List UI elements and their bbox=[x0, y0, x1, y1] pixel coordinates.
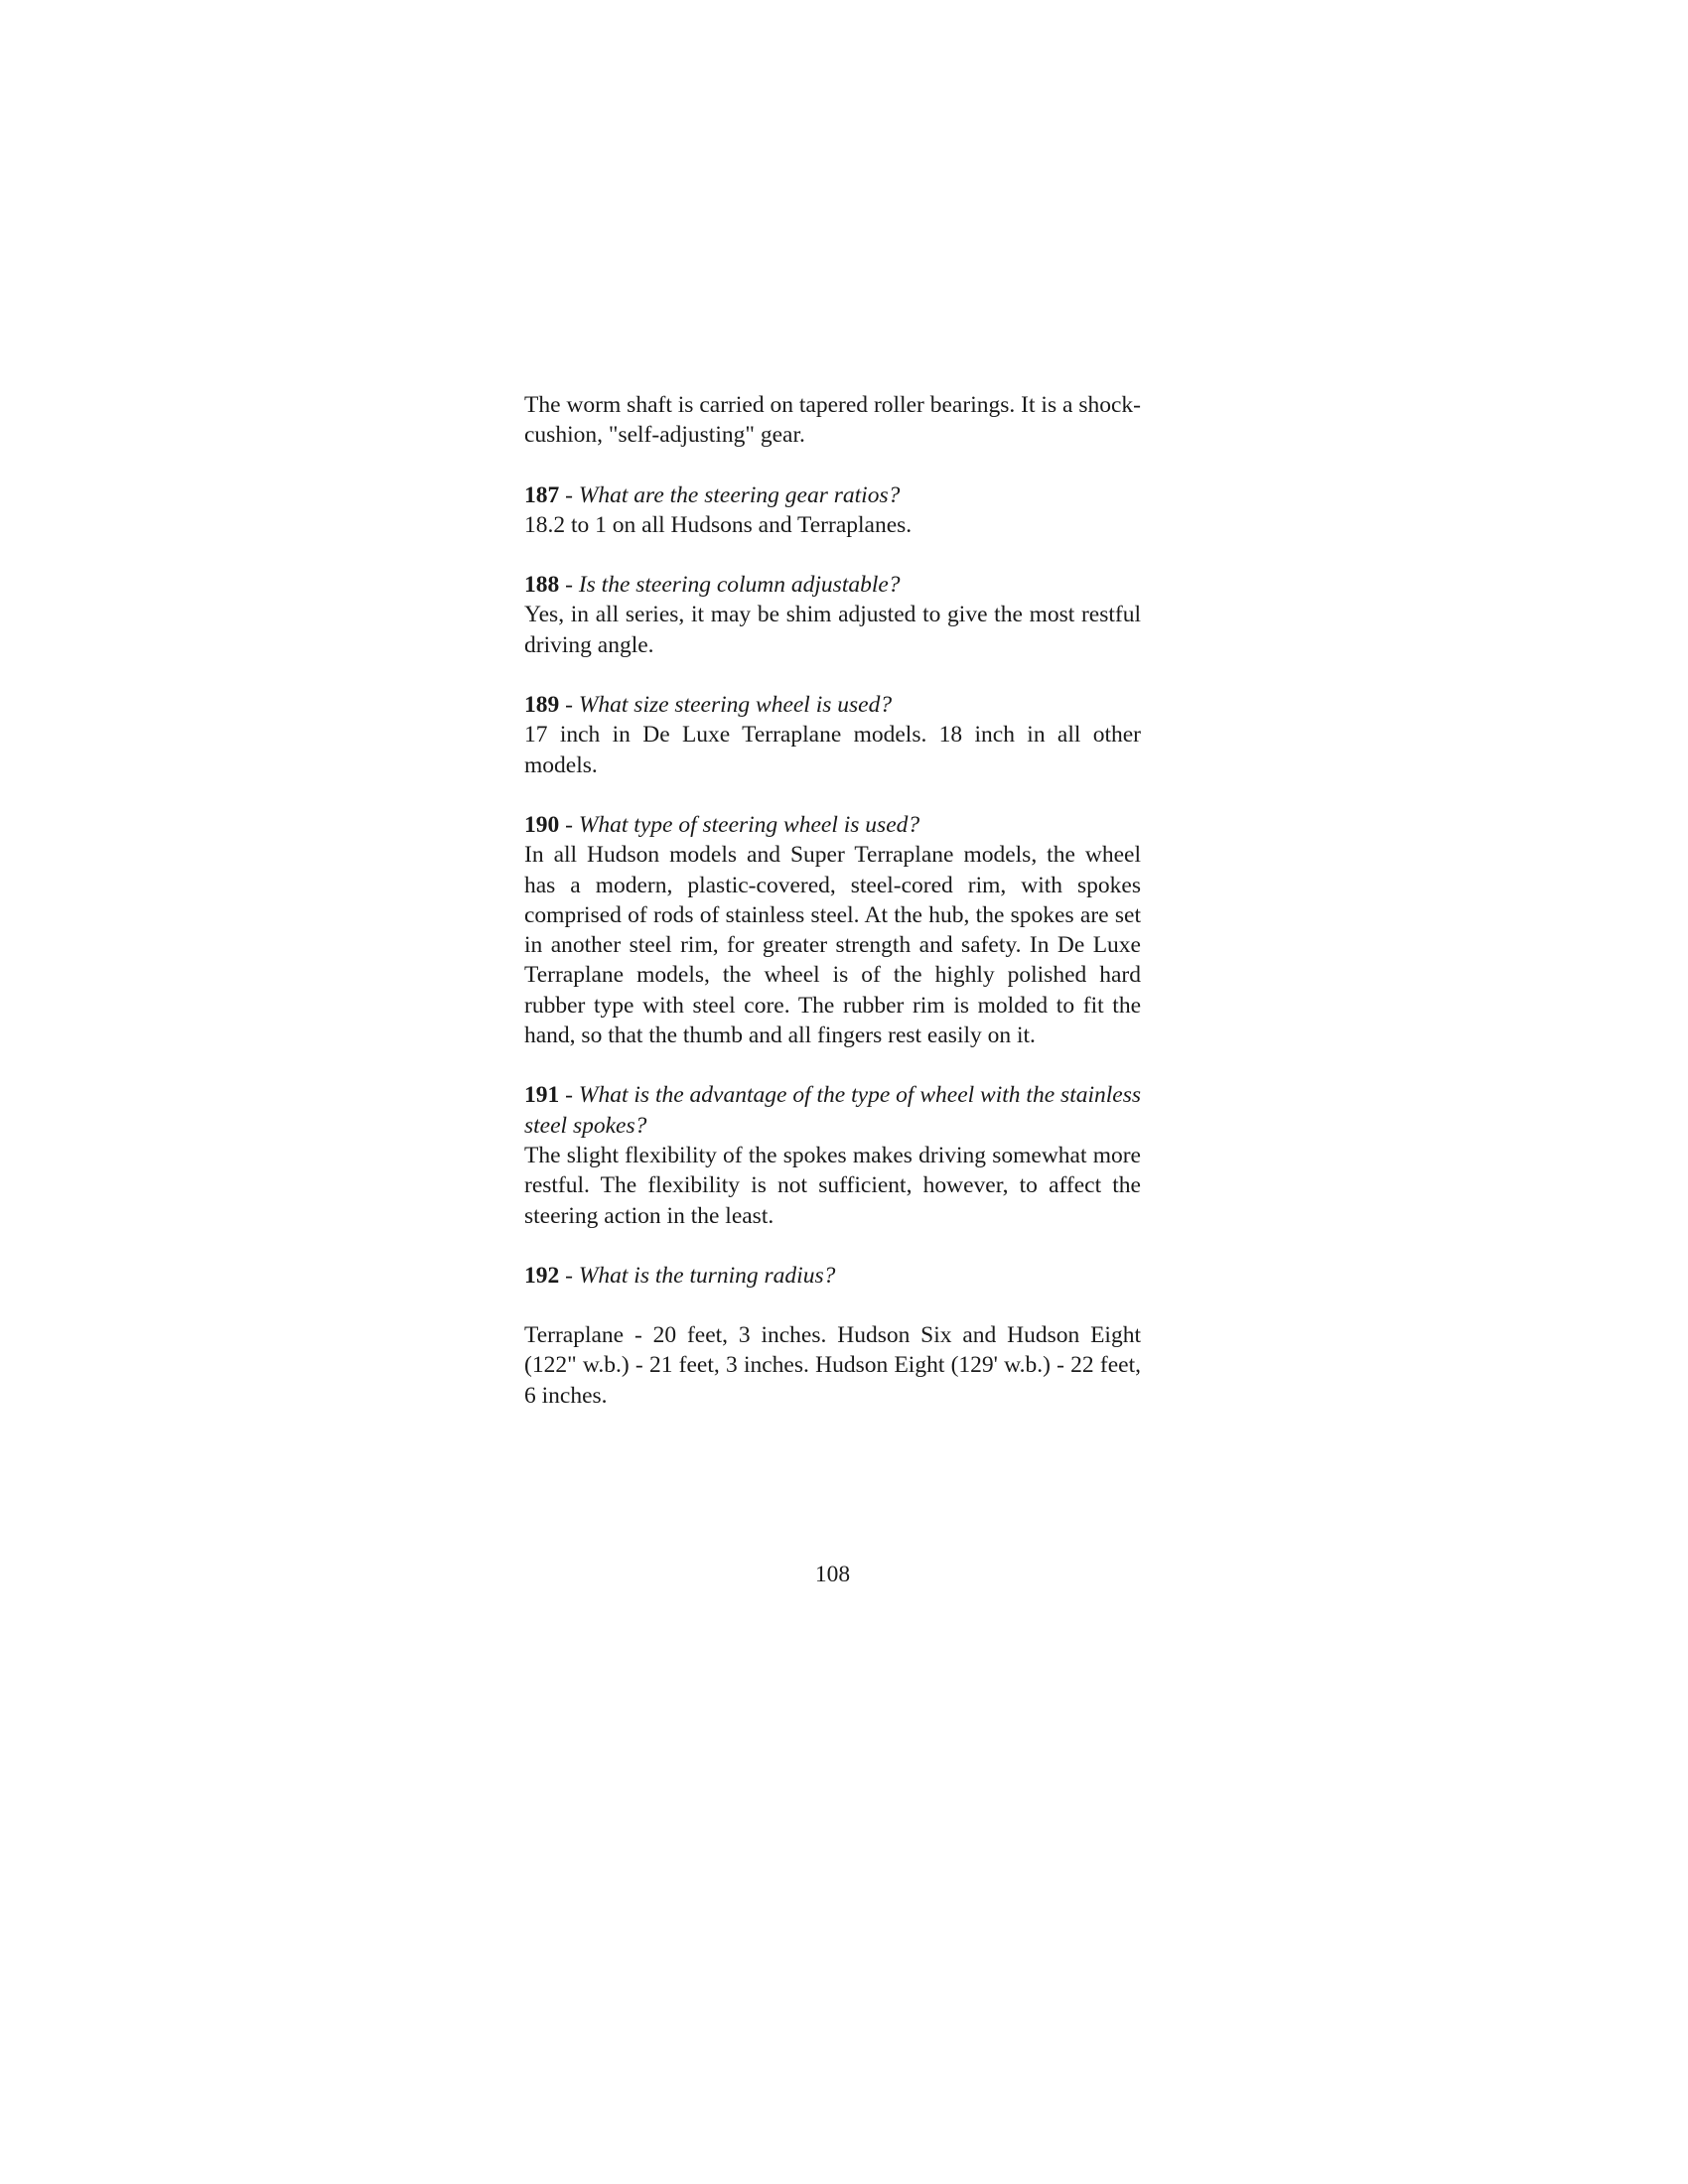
qa-item-187 bbox=[524, 480, 1141, 541]
answer-text: In all Hudson models and Super Terraplane models, the wheel has a modern, plastic-covered, steel-cored rim, with spokes comprised of rods of stainless steel. At the hub, the spokes are set in another steel rim, for greater strength and safety. In De Luxe Terraplane models, the wheel is of the highly polished hard rubber type with steel core. The rubber rim is molded to fit the hand, so that the thumb and all fingers rest easily on it. bbox=[524, 842, 1141, 1049]
question-line bbox=[524, 1080, 1141, 1141]
question-text: What are the steering gear ratios? bbox=[578, 481, 901, 508]
qa-item-189 bbox=[524, 690, 1141, 780]
question-separator: - bbox=[559, 1082, 579, 1109]
question-line bbox=[524, 1261, 1141, 1291]
qa-item-190 bbox=[524, 810, 1141, 1050]
question-number: 187 bbox=[524, 481, 560, 508]
question-separator: - bbox=[559, 481, 579, 508]
question-separator: - bbox=[559, 811, 579, 838]
question-number: 190 bbox=[524, 811, 560, 838]
question-number: 189 bbox=[524, 692, 560, 719]
answer-text: Yes, in all series, it may be shim adjusted to give the most restful driving angle. bbox=[524, 602, 1141, 658]
question-text: Is the steering column adjustable? bbox=[578, 572, 901, 599]
question-line bbox=[524, 810, 1141, 840]
question-text: What is the turning radius? bbox=[578, 1262, 836, 1289]
question-number: 192 bbox=[524, 1262, 560, 1289]
page-number: 108 bbox=[814, 1562, 851, 1587]
question-line bbox=[524, 690, 1141, 720]
question-text: What type of steering wheel is used? bbox=[578, 811, 920, 838]
question-number: 188 bbox=[524, 572, 560, 599]
qa-item-192 bbox=[524, 1261, 1141, 1411]
question-text: What size steering wheel is used? bbox=[578, 692, 893, 719]
question-text: What is the advantage of the type of wheel with the stainless steel spokes? bbox=[524, 1082, 1141, 1139]
qa-item-191 bbox=[524, 1080, 1141, 1230]
intro-paragraph: The worm shaft is carried on tapered roller bearings. It is a shock-cushion, "self-adjusting" gear. bbox=[524, 392, 1141, 449]
answer-text: 18.2 to 1 on all Hudsons and Terraplanes. bbox=[524, 511, 913, 538]
answer-text: Terraplane - 20 feet, 3 inches. Hudson Six and Hudson Eight (122" w.b.) - 21 feet, 3 inches. Hudson Eight (129' w.b.) - 22 feet, 6 inches. bbox=[524, 1322, 1141, 1409]
question-separator: - bbox=[559, 1262, 579, 1289]
page-body bbox=[524, 390, 1141, 1411]
answer-text: The slight flexibility of the spokes makes driving somewhat more restful. The flexibility is not sufficient, however, to affect the steering action in the least. bbox=[524, 1142, 1141, 1229]
question-separator: - bbox=[559, 572, 579, 599]
qa-item-188 bbox=[524, 570, 1141, 660]
question-separator: - bbox=[559, 692, 579, 719]
answer-text: 17 inch in De Luxe Terraplane models. 18 inch in all other models. bbox=[524, 722, 1141, 778]
question-line bbox=[524, 570, 1141, 600]
question-line bbox=[524, 480, 1141, 510]
question-number: 191 bbox=[524, 1082, 560, 1109]
